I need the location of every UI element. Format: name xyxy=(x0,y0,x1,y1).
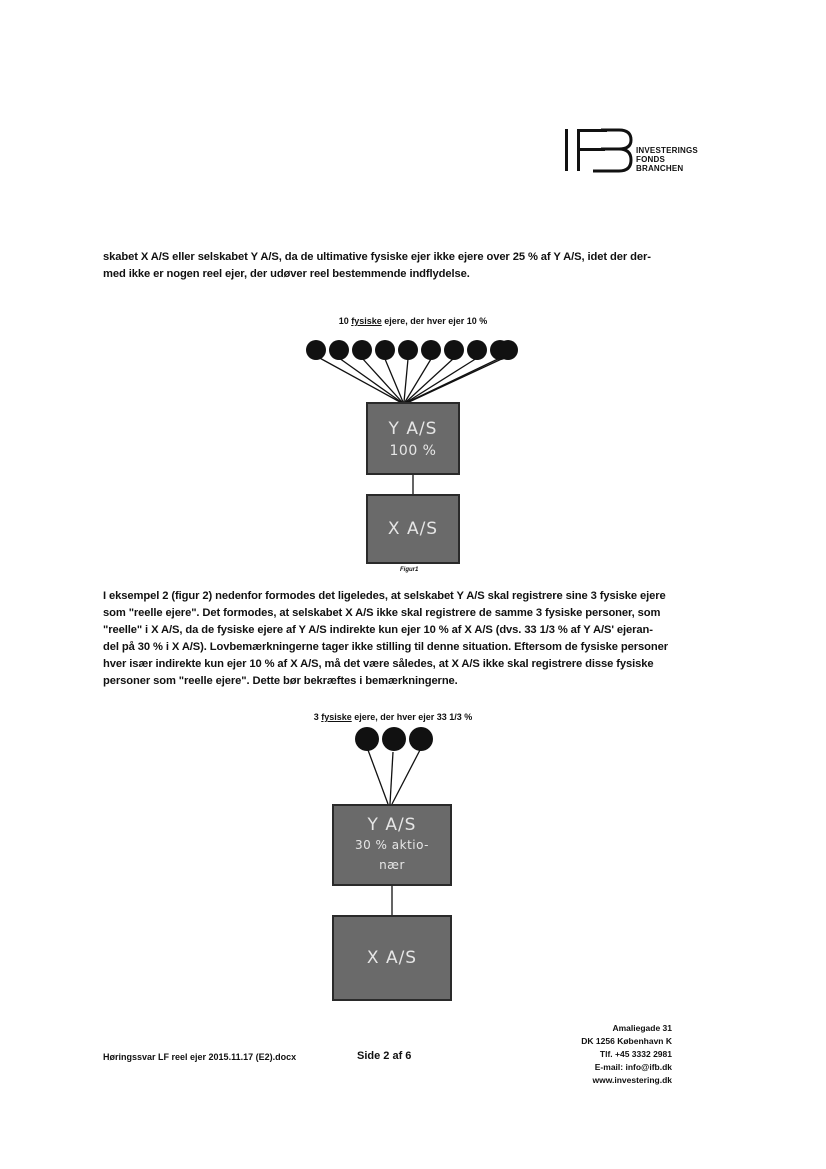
paragraph-2-line-4: del på 30 % i X A/S). Lovbemærkningerne tager ikke stilling til denne situation. Eftersom de fysiske personer xyxy=(103,641,669,653)
figure-2-caption xyxy=(253,712,533,722)
contact-city: DK 1256 København K xyxy=(581,1036,672,1046)
figure-1-caption-post: ejere, der hver ejer 10 % xyxy=(381,316,488,326)
paragraph-2-line-5: hver især indirekte kun ejer 10 % af X A/S, må det være således, at X A/S ikke skal registrere disse fysiske xyxy=(103,658,654,670)
footer-page-number: Side 2 af 6 xyxy=(357,1050,412,1062)
figure-2-caption-post: ejere, der hver ejer 33 1/3 % xyxy=(351,712,473,722)
logo-line-3: BRANCHEN xyxy=(636,164,684,173)
company-name: Y A/S xyxy=(367,815,417,835)
contact-phone: Tlf. +45 3332 2981 xyxy=(599,1049,672,1059)
figure-2-owner-circles xyxy=(355,727,433,751)
company-name: Y A/S xyxy=(388,418,438,439)
owner-circle xyxy=(329,340,349,360)
contact-block xyxy=(581,1022,672,1087)
paragraph-2-line-3: "reelle" i X A/S, da de fysiske ejere af Y A/S indirekte kun ejer 10 % af X A/S (dvs. 33 1/3 % af Y A/S' ejeran- xyxy=(103,624,653,636)
ownership-share-line-2: nær xyxy=(379,858,405,872)
owner-circle xyxy=(375,340,395,360)
paragraph-2-line-1: I eksempel 2 (figur 2) nedenfor formodes det ligeledes, at selskabet Y A/S skal registrere sine 3 fysiske ejere xyxy=(103,590,666,602)
company-box-x-fig2 xyxy=(332,915,452,1001)
figure-2-caption-pre: 3 xyxy=(313,712,322,722)
paragraph-1-line-2: med ikke er nogen reel ejer, der udøver reel bestemmende indflydelse. xyxy=(103,268,470,280)
owner-circle xyxy=(398,340,418,360)
company-box-x-fig1 xyxy=(366,494,460,564)
company-name: X A/S xyxy=(387,519,439,539)
figure-1-owner-circles xyxy=(306,340,518,360)
paragraph-2 xyxy=(103,588,668,690)
owner-circle xyxy=(409,727,433,751)
owner-circle xyxy=(352,340,372,360)
paragraph-2-line-2: som "reelle ejere". Det formodes, at selskabet X A/S ikke skal registrere de samme 3 fysiske personer, som xyxy=(103,607,661,619)
contact-web: www.investering.dk xyxy=(592,1075,672,1085)
paragraph-1-line-1: skabet X A/S eller selskabet Y A/S, da de ultimative fysiske ejer ikke ejere over 25 % af Y A/S, idet der der- xyxy=(103,251,651,263)
owner-circle xyxy=(306,340,326,360)
figure-1-caption-word: fysiske xyxy=(351,316,382,326)
figure-2-caption-word: fysiske xyxy=(321,712,352,722)
paragraph-2-line-6: personer som "reelle ejere". Dette bør bekræftes i bemærkningerne. xyxy=(103,675,458,687)
contact-street: Amaliegade 31 xyxy=(612,1023,672,1033)
logo-line-1: INVESTERINGS xyxy=(636,146,698,155)
figure-1-label: Figur1 xyxy=(400,567,419,573)
figure-1-caption-pre: 10 xyxy=(338,316,352,326)
owner-circle xyxy=(498,340,518,360)
ownership-share-line-1: 30 % aktio- xyxy=(354,838,430,852)
contact-email: E-mail: info@ifb.dk xyxy=(594,1062,672,1072)
owner-circle xyxy=(355,727,379,751)
company-box-y-fig1 xyxy=(366,402,460,475)
owner-circle xyxy=(444,340,464,360)
logo-line-2: FONDS xyxy=(636,155,665,164)
owner-circle xyxy=(421,340,441,360)
ownership-share: 100 % xyxy=(389,442,437,459)
footer-filename: Høringssvar LF reel ejer 2015.11.17 (E2).docx xyxy=(103,1052,297,1062)
owner-circle xyxy=(382,727,406,751)
owner-circle xyxy=(467,340,487,360)
company-box-y-fig2 xyxy=(332,804,452,886)
company-name: X A/S xyxy=(366,948,418,968)
